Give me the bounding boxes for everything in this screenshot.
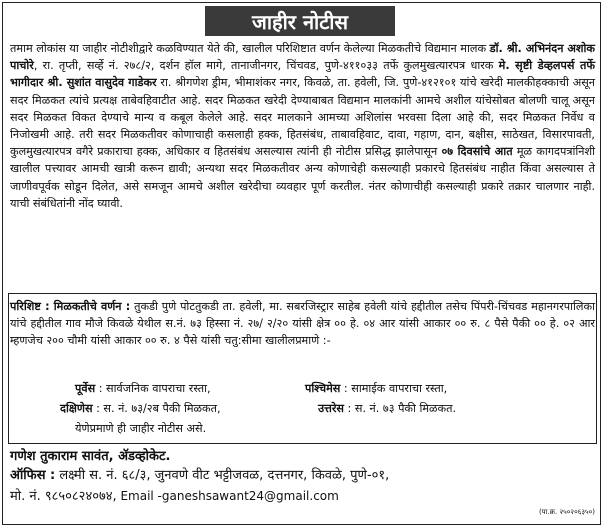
- body-text-3: रा. श्रीगणेश ड्रीम, भीमाशंकर नगर, किवळे, ता. हवेली, जि. पुणे-४१२१०१ यांचे खरेदी मालकीहक्काची असून सदर मिळकत त्यांचे प्रत्यक्ष ताबेवहिवाटीत आहे. सदर मिळकत खरेदी देण्याबाबत विद्यमान मालकांनी आमचे अशील यांचेसोबत बोलणी चालू असून सदर मिळकत विकत देण्याचे मान्य व कबूल केलेले आहे. सदर मालकाने आमच्या अशिलांस भरवसा दिला आहे की, सदर मिळकत निर्वेध व निजोखमी आहे. तरी सदर मिळकतीवर कोणाचाही कसलाही हक्क, हितसंबंध, ताबावहिवाट, दावा, गहाण, दान, बक्षीस, साठेखत, विसारपावती, कुलमुखत्यारपत्र वगैरे प्रकाराचा हक्क, अधिकार व हितसंबंध असल्यास त्यांनी ही नोटीस प्रसिद्ध झालेपासून: [10, 76, 596, 159]
- notice-days: ०७ दिवसांचे आत: [441, 145, 513, 159]
- body-text-4: मूळ कागदपत्रांनिशी खालील पत्त्यावर आमची खात्री करून द्यावी; अन्यथा सदर मिळकतीवर अन्य कोणाचेही कसल्याही प्रकारचे हितसंबंध नाहीत किंवा असल्यास ते जाणीवपूर्वक सोडून दिलेत, असे समजून आमचे अशील खरेदीचा व्यवहार पूर्ण करतील. नंतर कोणाचीही कसल्याही प्रकारे तक्रार चालणार नाही. याची संबंधितांनी नोंद घ्यावी.: [10, 145, 596, 210]
- developer-name: मे. सृष्टी डेव्हलपर्स तर्फे भागीदार श्री. सुशांत वासुदेव गाडेकर: [10, 59, 595, 90]
- boundary-north: [318, 401, 456, 417]
- boundary-east: [75, 381, 211, 397]
- schedule-text: [10, 298, 595, 350]
- body-text-2: , रा. तृप्ती, सर्व्हे नं. २७८/२, दर्शन हॉल मागे, तानाजीनगर, चिंचवड, पुणे-४११०३३ तर्फे कुलमुखत्यारपत्र धारक: [33, 59, 499, 73]
- schedule-description: तुकडी पुणे पोटतुकडी ता. हवेली, मा. सबरजिस्ट्रार साहेब हवेली यांचे हद्दीतील तसेच पिंपरी-चिंचवड महानगरपालिका यांचे हद्दीतील गाव मौजे किवळे येथील स.नं. ७३ हिस्सा नं. २७/ २/२० यांसी क्षेत्र ०० हे. ०४ आर यांसी आकार ०० रु. ८ पैसे पैकी ०० हे. ०२ आर म्हणजेच २०० चौमी यांसी आकार ०० रु. ४ पैसे यांसी चतु:सीमा खालीलप्रमाणे :-: [10, 300, 595, 348]
- body-text-1: तमाम लोकांस या जाहीर नोटीशीद्वारे कळविण्यात येते की, खालील परिशिष्टात वर्णन केलेल्या मिळकतीचे विद्यमान मालक: [10, 42, 490, 55]
- email-address: Email -ganeshsawant24@gmail.com: [116, 489, 339, 503]
- west-label: पश्चिमेस: [305, 382, 341, 395]
- office-label: ऑफिस :: [10, 468, 56, 483]
- notice-title: जाहीर नोटीस: [205, 6, 395, 36]
- east-label: पूर्वेस: [75, 382, 96, 395]
- owner-name: डॉ. श्री. अभिनंदन अशोक पाचोरे: [10, 42, 595, 73]
- schedule-heading: परिशिष्ट : मिळकतीचे वर्णन :: [10, 300, 131, 313]
- advocate-name: गणेश तुकाराम सावंत, ॲडव्होकेट.: [10, 449, 171, 464]
- notice-body: [10, 40, 595, 212]
- mobile-number: मो. नं. ९८५०८२४०७४,: [10, 489, 117, 504]
- boundary-west: [305, 381, 447, 397]
- north-value: : स. नं. ७३ पैकी मिळकत.: [344, 402, 457, 415]
- boundary-south: [60, 401, 221, 417]
- west-value: : सामाईक वापराचा रस्ता,: [340, 382, 448, 395]
- north-label: उत्तरेस: [318, 402, 344, 415]
- south-label: दक्षिणेस: [60, 402, 93, 415]
- office-address: लक्ष्मी स. नं. ६८/३, जुनवणे वीट भट्टीजवळ, दत्तनगर, किवळे, पुणे-०१,: [55, 468, 390, 483]
- schedule-closing: येणेप्रमाणे ही जाहीर नोटीस असे.: [75, 422, 207, 435]
- office-address-block: [10, 466, 595, 507]
- east-value: : सार्वजनिक वापराचा रस्ता,: [95, 382, 211, 395]
- publication-reference: (पा.क्र. २५०२०६३५०): [538, 508, 595, 516]
- south-value: : स. नं. ७३/२ब पैकी मिळकत,: [92, 402, 221, 415]
